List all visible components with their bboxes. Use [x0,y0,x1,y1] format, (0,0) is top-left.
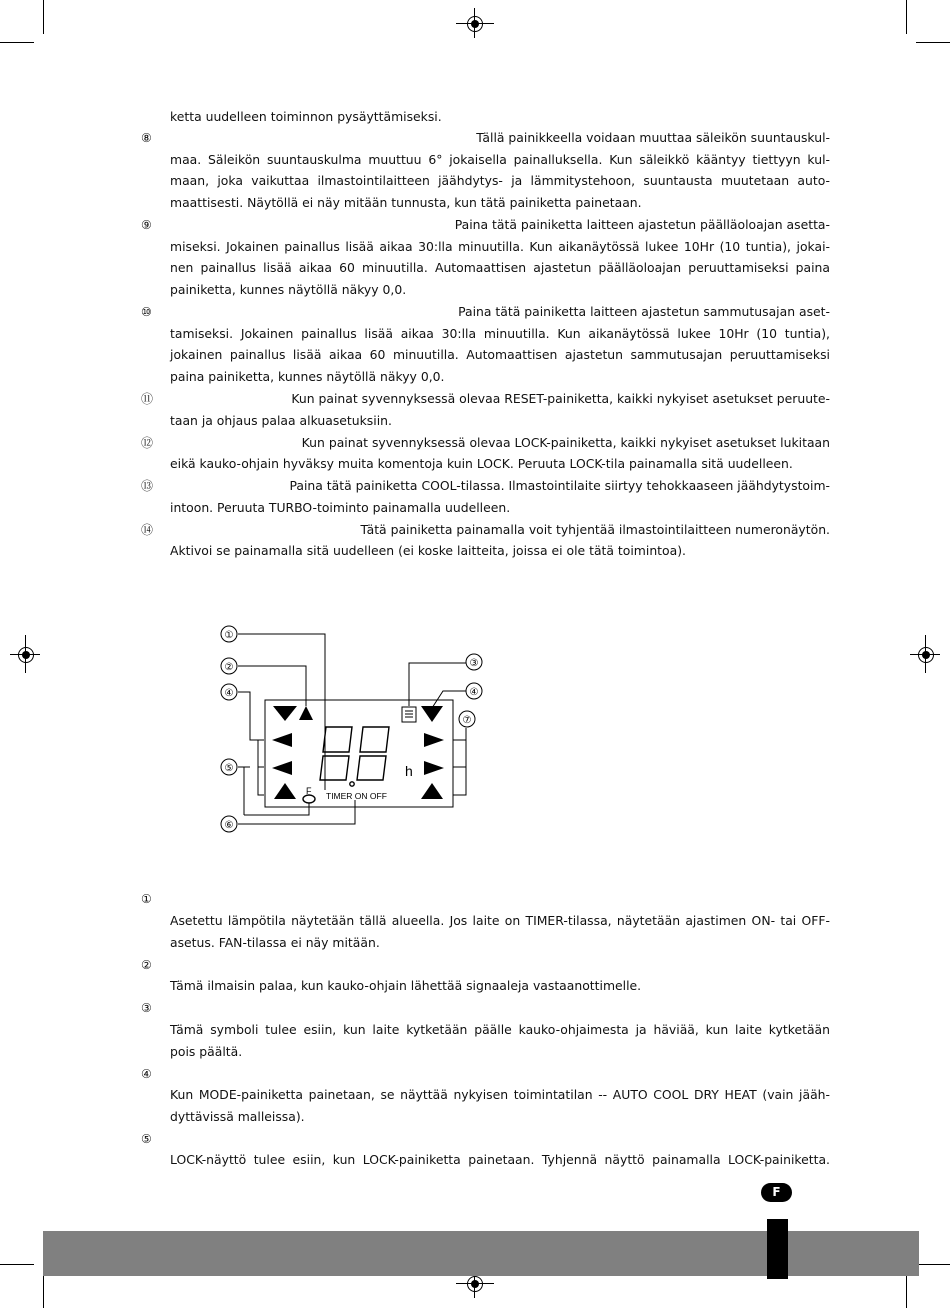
text-line: Kun painat syvennyksessä olevaa RESET-painiketta, kaikki nykyiset asetukset peruute- [291,391,830,406]
item-number: ③ [141,1001,152,1015]
leader-line [238,800,355,824]
text-line: Tällä painikkeella voidaan muuttaa säleikön suuntauskul- [476,130,830,145]
leader-line [238,692,258,740]
text-line: dyttävissä malleissa). [170,1109,305,1124]
arrow-up-icon [299,706,313,720]
arrow-up-icon [421,783,443,799]
item-number: ⑧ [141,131,152,145]
text-line: Aktivoi se painamalla sitä uudelleen (ei koske laitteita, joissa ei ole tätä toimintoa). [170,543,686,558]
callout-1: ① [224,630,234,641]
leader-line [244,803,309,815]
text-line: pois päältä. [170,1044,243,1059]
arrow-right-icon [424,733,444,747]
callout-4b: ④ [469,687,479,698]
fan-label: F [306,786,312,796]
callout-3: ③ [469,658,479,669]
text-line: tamiseksi. Jokainen painallus lisää aikaa 30:lla minuutilla. Kun aikanäytössä lukee 10Hr (10 tuntia), [170,326,830,341]
item-number: ⑤ [141,1132,152,1146]
text-line: jokainen painallus lisää aikaa 60 minuutilla. Automaattisen ajastetun sammutusajan peruuttamiseksi [170,347,830,362]
text-line: paina painiketta, kunnes näytöllä näkyy 0,0. [170,369,445,384]
callout-7: ⑦ [462,715,472,726]
callout-2: ② [224,662,234,673]
crop-mark [916,1264,950,1265]
text-line: maan, joka vaikuttaa ilmastointilaitteen jäähdytys- ja lämmitystehoon, suuntausta muutetaan auto- [170,173,830,188]
item-number: ⑫ [141,436,154,450]
callout-4: ④ [224,688,234,699]
text-line: maa. Säleikön suuntauskulma muuttuu 6° jokaisella painalluksella. Kun säleikkö kääntyy tiettyyn kul- [170,152,830,167]
crop-mark [43,1274,44,1308]
item-number: ⑨ [141,218,152,232]
arrow-left-icon [272,733,292,747]
text-line: Kun painat syvennyksessä olevaa LOCK-painiketta, kaikki nykyiset asetukset lukitaan [301,435,830,450]
text-line: Tätä painiketta painamalla voit tyhjentää ilmastointilaitteen numeronäytön. [360,522,830,537]
arrow-right-icon [424,761,444,775]
item-number: ⑩ [141,305,152,319]
crop-mark [0,1264,34,1265]
arrow-down-icon [421,706,443,722]
item-number: ⑬ [141,479,154,493]
item-number: ① [141,892,152,906]
text-line: ketta uudelleen toiminnon pysäyttämiseksi. [170,109,442,124]
text-line: Paina tätä painiketta laitteen ajastetun sammutusajan aset- [458,304,830,319]
item-number: ⑪ [141,392,154,406]
item-number: ② [141,958,152,972]
text-line: taan ja ohjaus palaa alkuasetuksiin. [170,413,392,428]
text-line: asetus. FAN-tilassa ei näy mitään. [170,935,380,950]
text-line: eikä kauko-ohjain hyväksy muita komentoja kuin LOCK. Peruuta LOCK-tila painamalla sitä uudelleen. [170,456,793,471]
unit-label: h [405,763,413,779]
timer-label: TIMER ON OFF [326,791,387,801]
signal-symbol-icon [402,707,416,722]
arrow-down-icon [273,706,297,721]
arrow-left-icon [272,761,292,775]
text-line: intoon. Peruuta TURBO-toiminto painamalla uudelleen. [170,500,511,515]
text-line: Asetettu lämpötila näytetään tällä alueella. Jos laite on TIMER-tilassa, näytetään ajastimen ON- tai OFF- [170,913,830,928]
item-number: ④ [141,1067,152,1081]
footer-tab [767,1219,788,1279]
text-line: Kun MODE-painiketta painetaan, se näyttää nykyisen toimintatilan -- AUTO COOL DRY HEAT (vain jääh- [170,1087,830,1102]
callout-6: ⑥ [224,820,234,831]
text-line: Tämä ilmaisin palaa, kun kauko-ohjain lähettää signaaleja vastaanottimelle. [170,978,642,993]
text-line: Paina tätä painiketta COOL-tilassa. Ilmastointilaite siirtyy tehokkaaseen jäähdytystoim- [289,478,830,493]
text-line: LOCK-näyttö tulee esiin, kun LOCK-painiketta painetaan. Tyhjennä näyttö painamalla LOCK-painiketta. [170,1152,830,1167]
text-line: nen painallus lisää aikaa 60 minuutilla. Automaattisen ajastetun päälläoloajan peruuttamiseksi paina [170,260,830,275]
item-number: ⑭ [141,523,154,537]
text-line: Tämä symboli tulee esiin, kun laite kytketään päälle kauko-ohjaimesta ja häviää, kun laite kytketään [170,1022,830,1037]
arrow-up-icon [274,783,296,799]
language-badge: F [761,1183,792,1202]
text-line: miseksi. Jokainen painallus lisää aikaa 30:lla minuutilla. Kun aikanäytössä lukee 10Hr (10 tuntia), jokai- [170,239,830,254]
callout-5: ⑤ [224,763,234,774]
registration-mark-icon [467,1276,483,1292]
crop-mark [906,1274,907,1308]
text-line: Paina tätä painiketta laitteen ajastetun päälläoloajan asetta- [454,217,830,232]
text-line: maattisesti. Näytöllä ei näy mitään tunnusta, kun tätä painiketta painetaan. [170,195,642,210]
text-line: painiketta, kunnes näytöllä näkyy 0,0. [170,282,407,297]
